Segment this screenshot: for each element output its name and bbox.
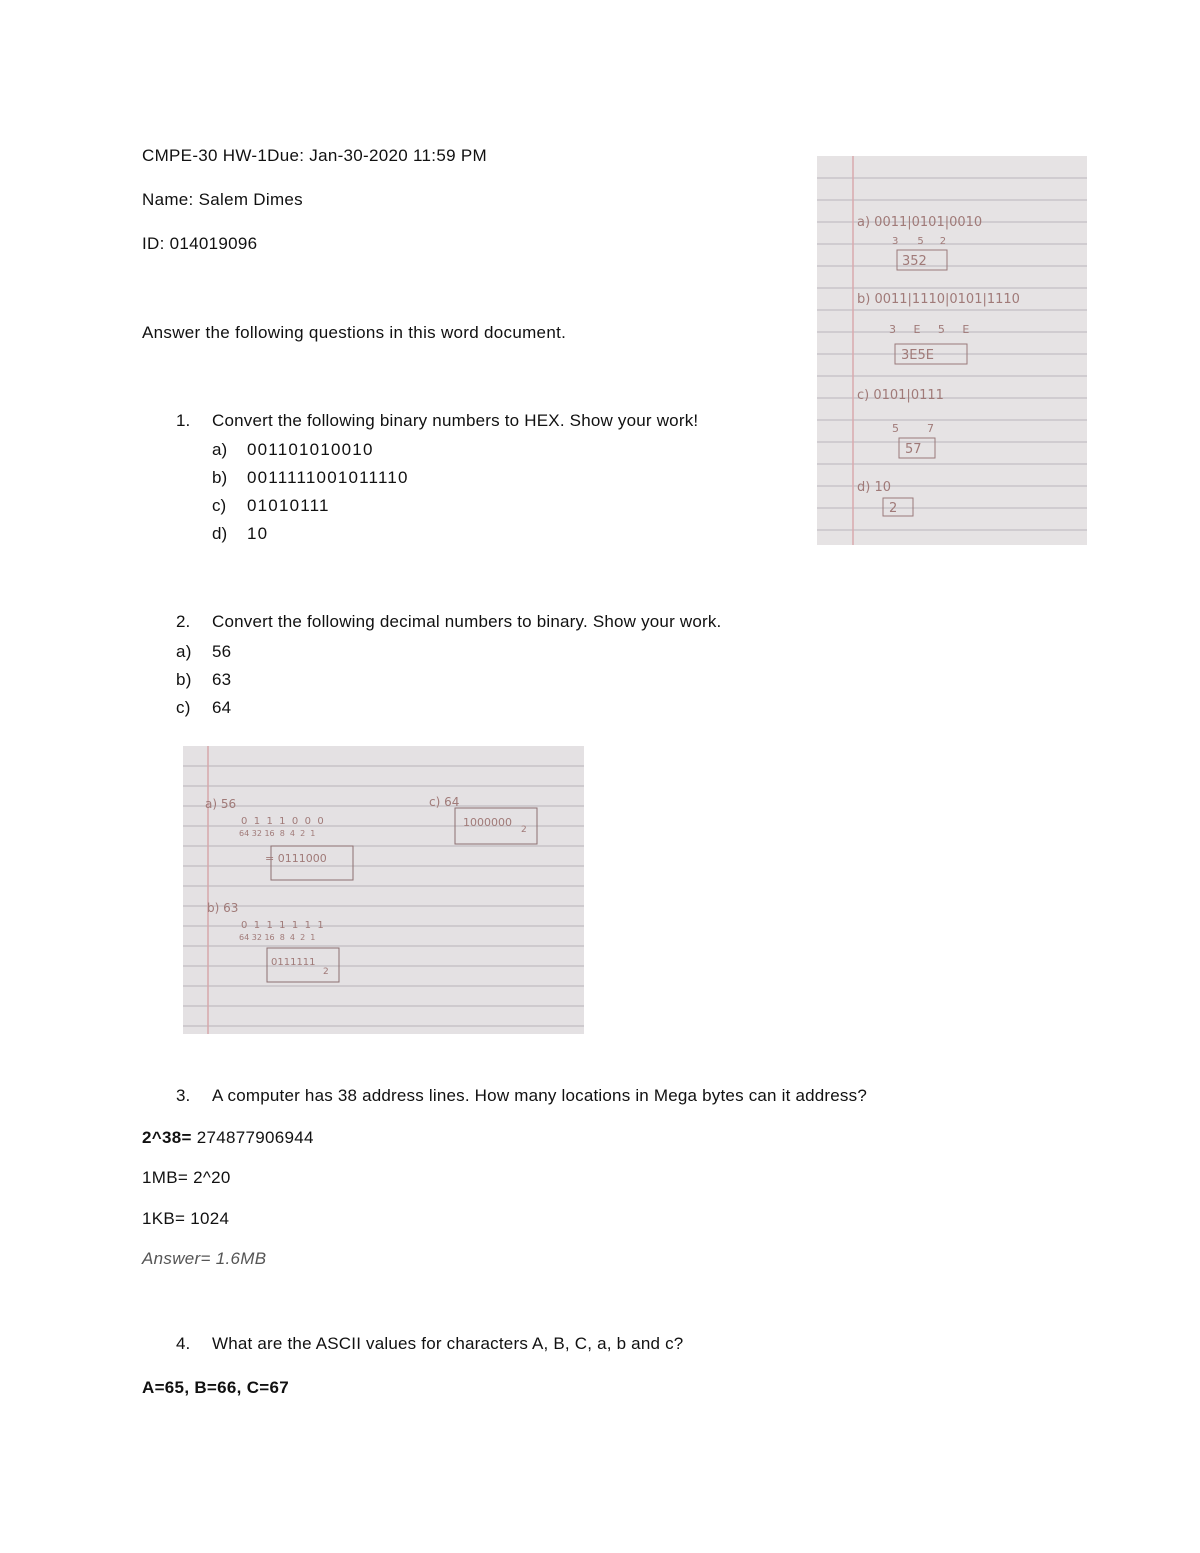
item-value: 0011111001011110 bbox=[247, 468, 409, 487]
doc-title: CMPE-30 HW-1Due: Jan-30-2020 11:59 PM bbox=[142, 146, 487, 165]
hex-d-result: 2 bbox=[889, 501, 898, 516]
item-label: b) bbox=[176, 670, 192, 689]
mb-definition: 1MB= 2^20 bbox=[142, 1168, 231, 1187]
question-number: 1. bbox=[176, 411, 191, 430]
hex-d-line: d) 10 bbox=[857, 480, 891, 495]
hex-c-line: c) 0101|0111 bbox=[857, 388, 944, 403]
hex-b-result: 3E5E bbox=[901, 348, 934, 363]
hex-c-digits: 5 7 bbox=[892, 422, 934, 435]
answer-text: Answer= 1.6MB bbox=[142, 1249, 267, 1268]
item-label: b) bbox=[212, 468, 228, 487]
calc-rest: 274877906944 bbox=[191, 1128, 314, 1147]
bin-c-line: c) 64 bbox=[429, 795, 460, 809]
item-label: d) bbox=[212, 524, 228, 543]
hex-b-digits: 3 E 5 E bbox=[889, 323, 970, 336]
bin-b-line: b) 63 bbox=[207, 901, 239, 915]
question-number: 3. bbox=[176, 1086, 191, 1105]
item-label: c) bbox=[176, 698, 191, 717]
handwritten-binary-work-photo bbox=[183, 746, 584, 1034]
hex-c-result: 57 bbox=[905, 442, 922, 457]
item-label: c) bbox=[212, 496, 227, 515]
bin-a-line: a) 56 bbox=[205, 797, 237, 811]
calc-bold: 2^38= bbox=[142, 1128, 192, 1147]
bin-b-weights: 64 32 16 8 4 2 1 bbox=[239, 933, 316, 942]
hex-b-line: b) 0011|1110|0101|1110 bbox=[857, 292, 1020, 307]
item-label: a) bbox=[212, 440, 228, 459]
bin-c-result: 1000000 bbox=[463, 816, 512, 829]
hex-a-result: 352 bbox=[902, 254, 927, 269]
bin-b-base: 2 bbox=[323, 967, 329, 977]
student-id: ID: 014019096 bbox=[142, 234, 258, 253]
bin-a-result: = 0111000 bbox=[265, 852, 327, 865]
item-label: a) bbox=[176, 642, 192, 661]
item-value: 64 bbox=[212, 698, 232, 717]
question-number: 2. bbox=[176, 612, 191, 631]
item-value: 10 bbox=[247, 524, 269, 543]
handwritten-hex-work-photo bbox=[817, 156, 1087, 545]
item-value: 56 bbox=[212, 642, 232, 661]
hex-a-digits: 3 5 2 bbox=[892, 236, 947, 247]
bin-a-bits: 0 1 1 1 0 0 0 bbox=[241, 816, 324, 827]
calculation-line bbox=[142, 1128, 314, 1148]
kb-definition: 1KB= 1024 bbox=[142, 1209, 230, 1228]
question-text: Convert the following binary numbers to HEX. Show your work! bbox=[212, 411, 699, 430]
student-name: Name: Salem Dimes bbox=[142, 190, 303, 209]
item-value: 63 bbox=[212, 670, 232, 689]
question-number: 4. bbox=[176, 1334, 191, 1353]
hex-a-line: a) 0011|0101|0010 bbox=[857, 215, 983, 230]
bin-c-base: 2 bbox=[521, 825, 527, 835]
instructions: Answer the following questions in this word document. bbox=[142, 323, 567, 342]
bin-b-result: 0111111 bbox=[271, 957, 316, 968]
item-value: 01010111 bbox=[247, 496, 330, 515]
question-text: What are the ASCII values for characters A, B, C, a, b and c? bbox=[212, 1334, 684, 1353]
item-value: 001101010010 bbox=[247, 440, 374, 459]
bin-a-weights: 64 32 16 8 4 2 1 bbox=[239, 829, 316, 838]
question-text: Convert the following decimal numbers to binary. Show your work. bbox=[212, 612, 722, 631]
question-text: A computer has 38 address lines. How many locations in Mega bytes can it address? bbox=[212, 1086, 867, 1105]
bin-b-bits: 0 1 1 1 1 1 1 bbox=[241, 920, 324, 931]
answer-text: A=65, B=66, C=67 bbox=[142, 1378, 290, 1397]
